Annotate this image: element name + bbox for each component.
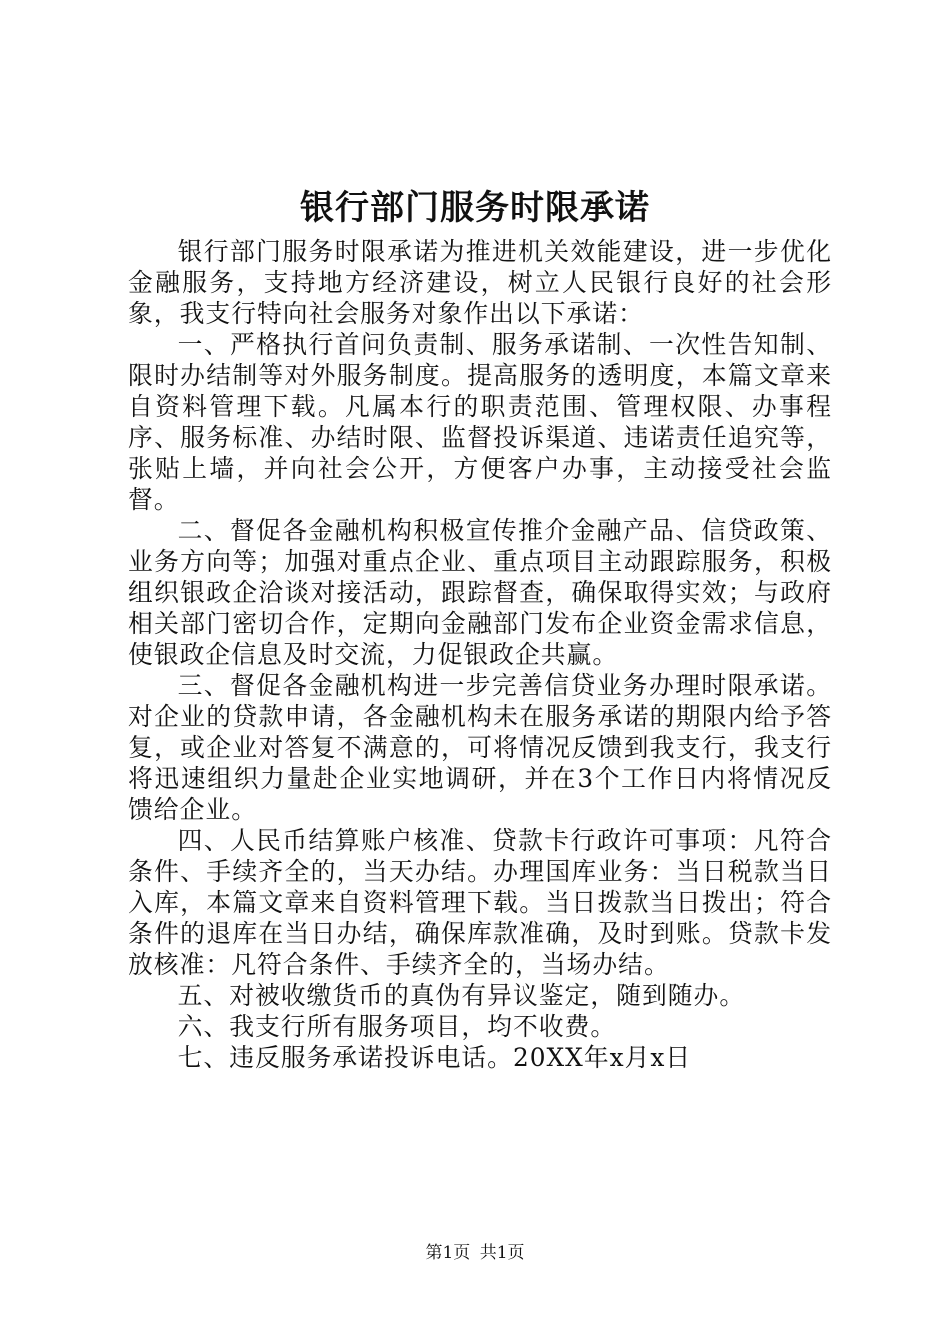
paragraph-item-6: 六、我支行所有服务项目，均不收费。 [177, 1012, 617, 1041]
paragraph-item-4: 四、人民币结算账户核准、贷款卡行政许可事项：凡符合条件、手续齐全的，当天办结。办理国库业务：当日税款当日入库，本篇文章来自资料管理下载。当日拨款当日拨出；符合条件的退库在当日办结，确保库款准确，及时到账。贷款卡发放核准：凡符合条件、手续齐全的，当场办结。 [128, 826, 832, 979]
document-title: 银行部门服务时限承诺 [300, 188, 650, 228]
paragraph-item-5: 五、对被收缴货币的真伪有异议鉴定，随到随办。 [177, 981, 746, 1010]
paragraph-item-7: 七、违反服务承诺投诉电话。20XX年x月x日 [177, 1043, 692, 1072]
paragraph-item-1: 一、严格执行首问负责制、服务承诺制、一次性告知制、限时办结制等对外服务制度。提高服务的透明度，本篇文章来自资料管理下载。凡属本行的职责范围、管理权限、办事程序、服务标准、办结时限、监督投诉渠道、违诺责任追究等，张贴上墙，并向社会公开，方便客户办事，主动接受社会监督。 [128, 330, 832, 514]
page-footer: 第1页 共1页 [425, 1243, 525, 1263]
paragraph-item-2: 二、督促各金融机构积极宣传推介金融产品、信贷政策、业务方向等；加强对重点企业、重点项目主动跟踪服务，积极组织银政企洽谈对接活动，跟踪督查，确保取得实效；与政府相关部门密切合作，定期向金融部门发布企业资金需求信息，使银政企信息及时交流，力促银政企共赢。 [128, 516, 832, 669]
document-body [128, 236, 832, 1073]
paragraph-item-3: 三、督促各金融机构进一步完善信贷业务办理时限承诺。对企业的贷款申请，各金融机构未在服务承诺的期限内给予答复，或企业对答复不满意的，可将情况反馈到我支行，我支行将迅速组织力量赴企业实地调研，并在3个工作日内将情况反馈给企业。 [128, 671, 832, 824]
paragraph-intro: 银行部门服务时限承诺为推进机关效能建设，进一步优化金融服务，支持地方经济建设，树立人民银行良好的社会形象，我支行特向社会服务对象作出以下承诺： [128, 237, 832, 328]
